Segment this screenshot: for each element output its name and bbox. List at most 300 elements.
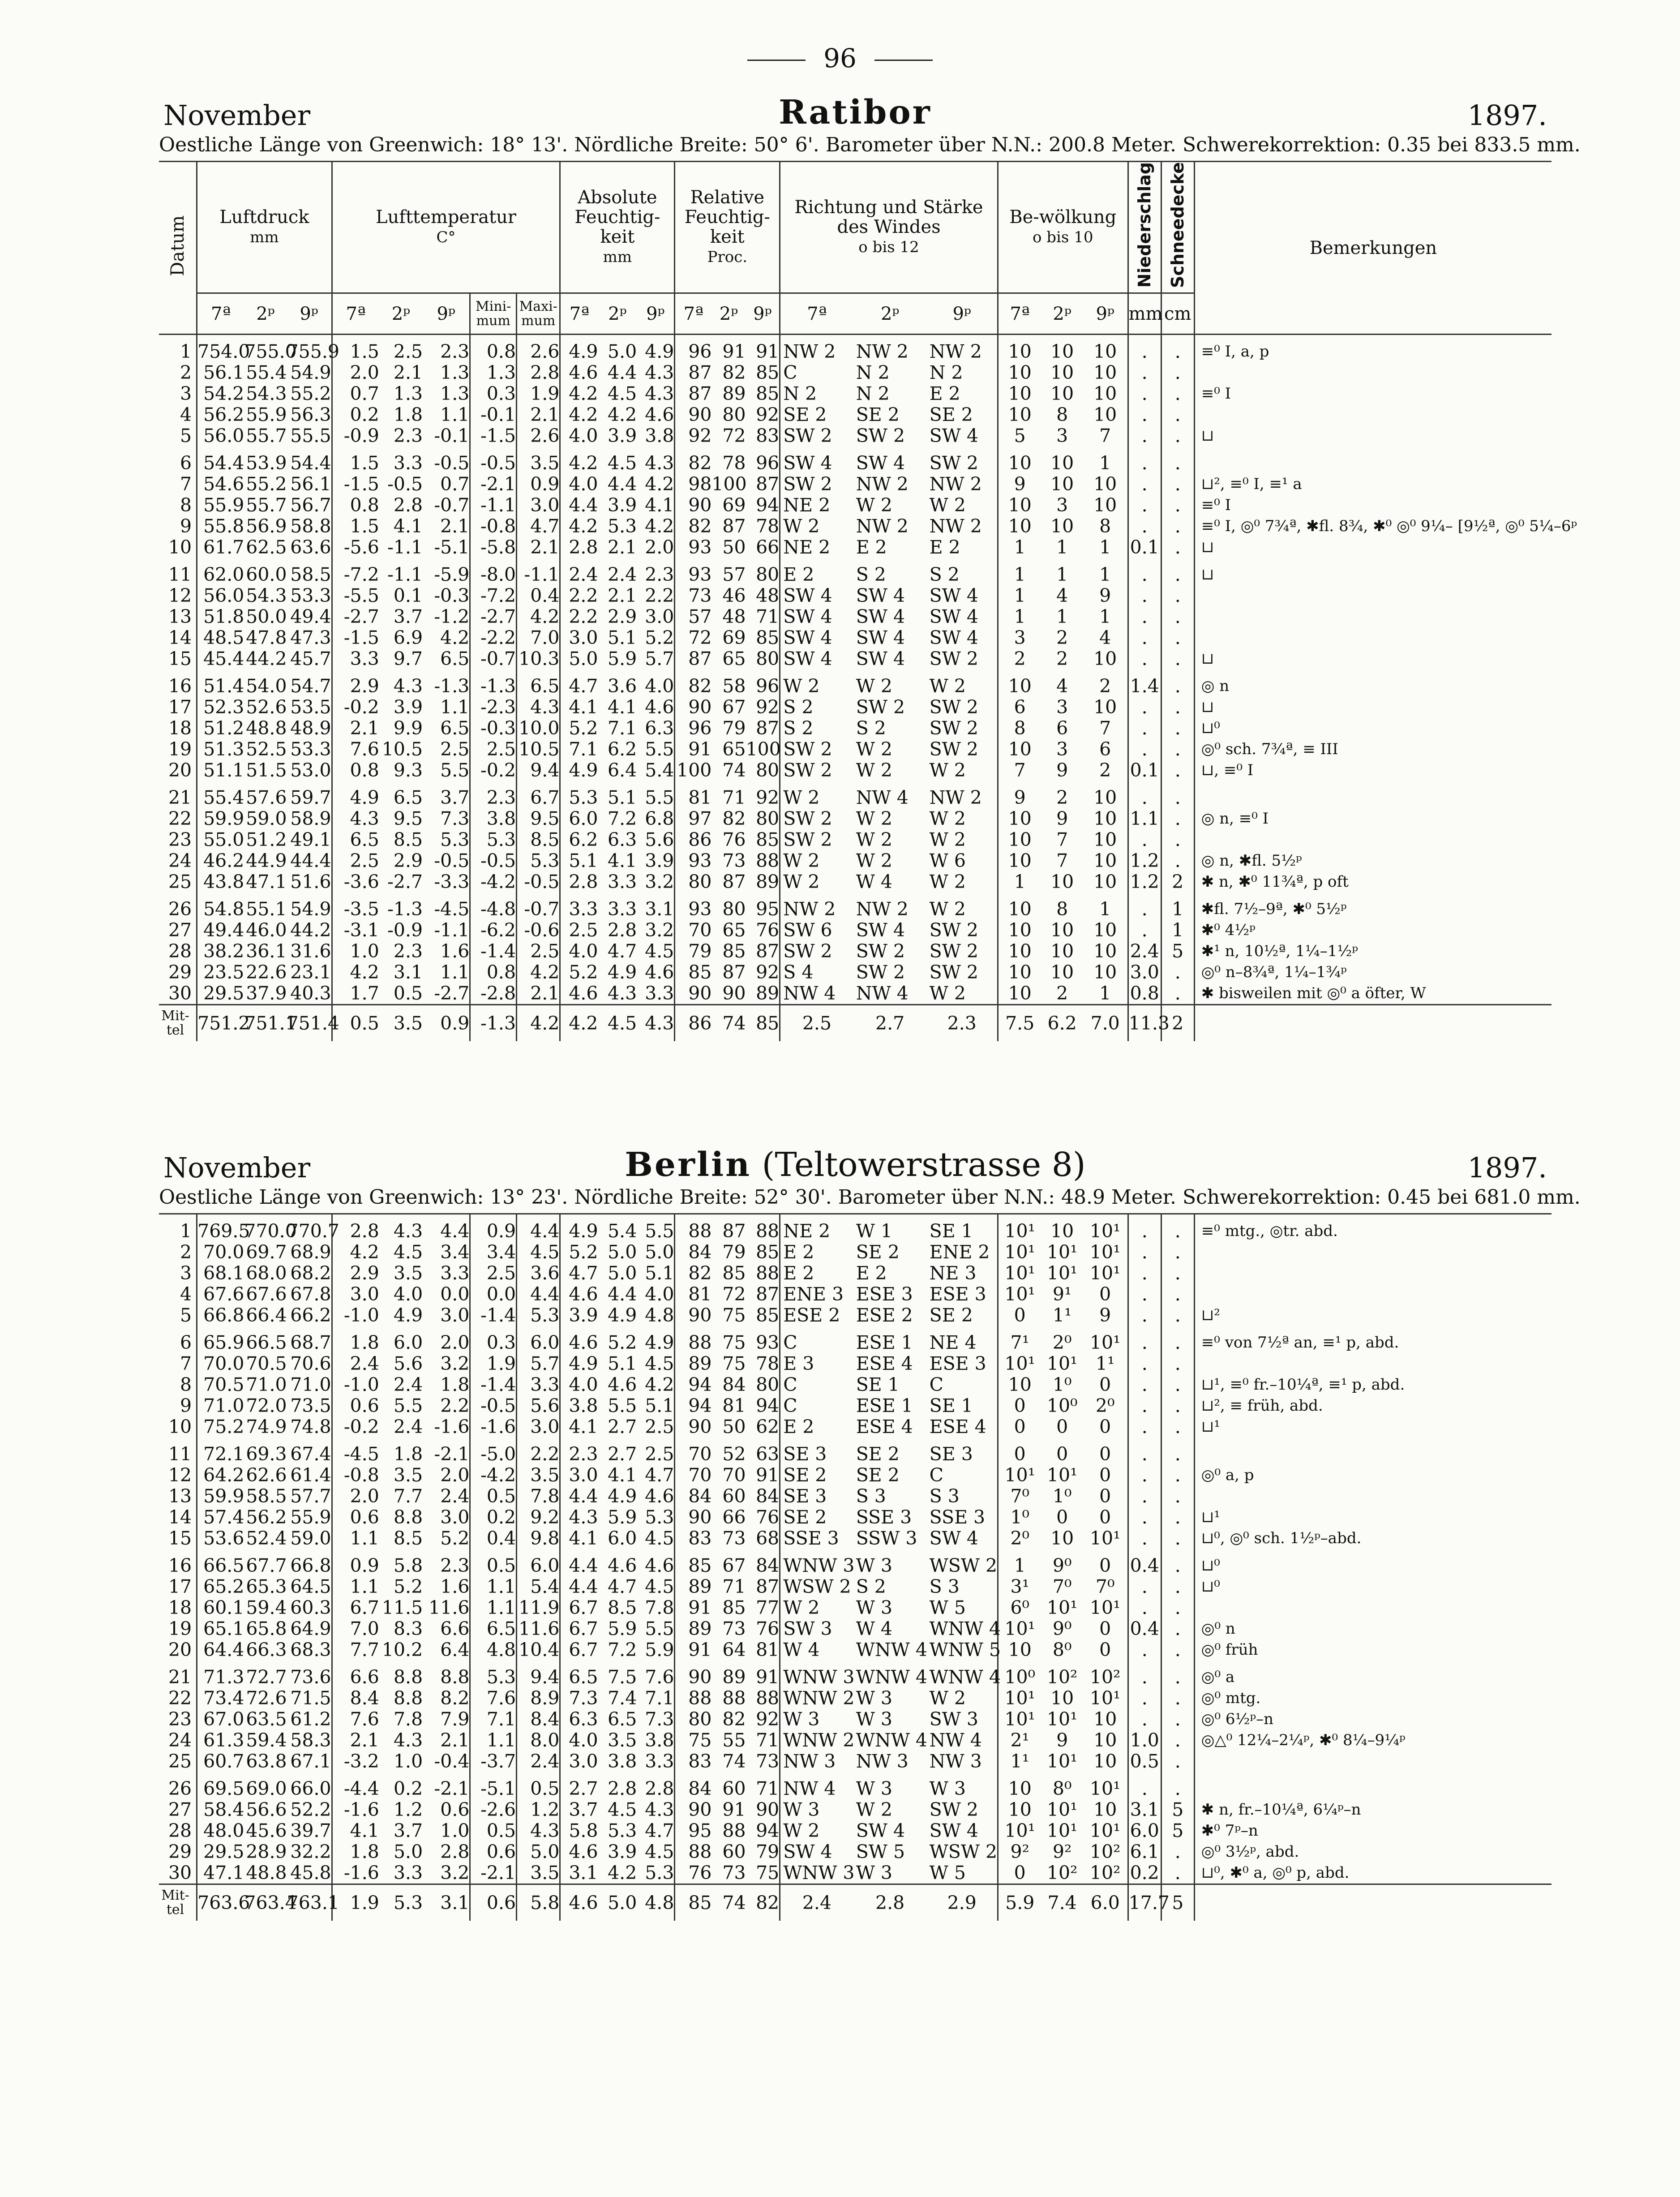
data-cell: 4.0 [560,474,598,495]
data-cell: 0.8 [470,341,517,362]
group-gap [1041,1437,1083,1444]
data-cell: ESE 2 [780,1305,853,1326]
data-cell: WNW 4 [856,1729,927,1751]
data-cell: 5.4 [608,1220,637,1242]
data-cell: 10¹ [1046,1241,1078,1263]
data-cell: 8 [1056,404,1068,426]
data-cell: 2.4 [608,564,637,586]
data-cell: 4.9 [560,341,598,362]
col-wind-t2: 2ᵖ [853,293,927,335]
day-cell: 2 [180,362,192,384]
data-cell: -5.1 [434,536,470,558]
data-cell: . [1128,1374,1161,1395]
remarks-cell [1194,404,1551,425]
data-cell: 63 [756,1443,780,1465]
data-cell: 10 [998,829,1041,850]
remarks-cell: ⊔⁰ [1194,718,1551,739]
group-gap [287,1326,332,1332]
data-cell: 2.5 [470,1263,517,1284]
data-cell: 4.8 [645,1304,674,1326]
data-cell: SW 2 [856,696,905,718]
data-cell: 6.3 [608,829,637,851]
table-row [159,474,1551,495]
group-gap [1194,893,1551,899]
data-cell: -3.6 [332,871,379,893]
data-cell: 70.0 [197,1353,244,1374]
data-cell: 6.7 [517,787,560,808]
data-cell: 1.6 [440,1576,470,1597]
remarks-cell [1194,606,1551,627]
data-cell: 91 [675,739,712,760]
remarks-cell: ≡⁰ I, ◎⁰ 7¾ª, ✱fl. 8¾, ✱⁰ ◎⁰ 9¼– [9½ª, ◎⁰ 5¼–6ᵖ [1194,516,1551,537]
data-cell: 0 [1099,1464,1111,1486]
data-cell: 5.2 [440,1528,470,1549]
data-cell: 10¹ [998,1353,1041,1374]
data-cell: 58.8 [290,515,331,537]
group-gap [379,1661,423,1667]
remarks-cell: ✱⁰ 4½ᵖ [1194,920,1551,941]
group-gap [423,1661,470,1667]
data-cell: . [1161,1416,1194,1437]
data-cell: 6.7 [560,1639,598,1661]
data-cell: 2.1 [393,362,423,384]
data-cell: -0.3 [470,718,517,739]
group-gap [244,1214,287,1221]
group-gap [1128,781,1161,787]
data-cell: . [1128,920,1161,941]
data-cell: 85 [756,1304,780,1326]
group-gap [927,669,998,676]
data-cell: 87 [756,473,780,495]
group-gap [244,1437,287,1444]
data-cell: 3.0 [560,1465,598,1486]
group-gap [780,1326,853,1332]
data-cell: -0.7 [470,648,517,669]
data-cell: -4.5 [434,898,470,920]
group-gap [746,335,780,342]
data-cell: 90 [675,1416,712,1437]
data-cell: 44.4 [290,850,331,872]
data-cell: 5.0 [560,648,598,669]
data-cell: 4.7 [560,1263,598,1284]
data-cell: W 2 [780,676,853,697]
data-cell: ESE 4 [856,1353,913,1374]
data-cell: 65.9 [197,1332,244,1353]
data-cell: 4.7 [608,940,637,962]
data-cell: 4.3 [560,1507,598,1528]
table-row [159,739,1551,760]
data-cell: SW 4 [856,648,905,670]
data-cell: 58.9 [290,808,331,830]
data-cell: 4.2 [560,516,598,537]
mean-cell: 4.6 [560,1884,598,1921]
data-cell: 2 [998,648,1041,669]
data-cell: . [1128,1465,1161,1486]
data-cell: . [1128,1507,1161,1528]
group-gap [423,558,470,564]
data-cell: SE 2 [780,404,853,425]
data-cell: 4.3 [645,362,674,384]
data-cell: 3.1 [645,898,674,920]
data-cell: . [1161,1597,1194,1618]
table-row [159,760,1551,781]
day-cell: 11 [168,1443,192,1465]
data-cell: 60 [722,1841,746,1862]
data-cell: . [1161,516,1194,537]
data-cell: . [1161,1528,1194,1549]
group-gap [675,558,712,564]
data-cell: 6.5 [560,1667,598,1688]
group-gap [1161,1326,1194,1332]
remarks-cell: ✱¹ n, 10½ª, 1¼–1½ᵖ [1194,941,1551,962]
data-cell: 0.6 [332,1507,379,1528]
data-cell: 0.2 [332,404,379,425]
remarks-cell [1194,585,1551,606]
data-cell: 67.8 [290,1283,331,1305]
data-cell: 5.5 [645,1618,674,1639]
col-absolute-feuchtigkeit-unit: mm [603,248,632,266]
table-row [159,627,1551,648]
data-cell: 10² [1089,1666,1121,1688]
data-cell: 8.3 [393,1618,423,1639]
data-cell: 9.9 [393,717,423,739]
data-cell: 5.2 [393,1576,423,1597]
table-row [159,676,1551,697]
data-cell: SE 2 [780,1507,853,1528]
col-abs-t7: 7ª [560,293,598,335]
group-gap [998,1326,1041,1332]
data-cell: 6.0 [560,808,598,829]
data-cell: 80 [756,648,780,670]
data-cell: 10¹ [998,1242,1041,1263]
group-gap [517,446,560,453]
col-temp-t2: 2ᵖ [379,293,423,335]
data-cell: 91 [756,341,780,363]
data-cell: 69.5 [197,1778,244,1799]
data-cell: 4.2 [608,1862,637,1884]
col-absolute-feuchtigkeit [560,162,675,293]
mean-cell: -1.3 [470,1005,517,1042]
group-gap [287,669,332,676]
data-cell: -8.0 [470,564,517,585]
data-cell: . [1161,1444,1194,1465]
data-cell: 68.3 [290,1639,331,1661]
data-cell: ENE 2 [929,1241,990,1263]
group-gap [1161,1214,1194,1221]
data-cell: 4.2 [560,404,598,425]
table-row [159,362,1551,383]
data-cell: 1.1 [332,1528,379,1549]
data-cell: 90 [675,1667,712,1688]
group-gap [998,893,1041,899]
data-cell: 66.5 [246,1332,287,1353]
data-cell: W 3 [856,1778,892,1799]
data-cell: 86 [675,829,712,850]
data-cell: 7.7 [393,1485,423,1507]
group-gap [927,1326,998,1332]
data-cell: -2.2 [470,627,517,648]
data-cell: W 2 [929,494,966,516]
data-cell: 10¹ [998,1263,1041,1284]
data-cell: 100 [711,473,747,495]
data-cell: 2 [1056,627,1068,649]
data-cell: 87 [756,1283,780,1305]
group-gap [287,893,332,899]
data-cell: 2⁰ [1052,1332,1072,1353]
data-cell: 1¹ [1095,1353,1115,1374]
day-cell: 18 [168,1597,192,1618]
group-gap [159,669,197,676]
data-cell: 57 [722,564,746,586]
remarks-cell: ⊔ [1194,697,1551,718]
data-cell: SW 2 [780,760,853,781]
data-cell: 62.0 [197,564,244,585]
data-cell: 0.8 [470,962,517,983]
data-cell: 10² [1089,1862,1121,1884]
data-cell: C [780,362,853,383]
table-row [159,1730,1551,1751]
data-cell: SW 4 [780,453,853,474]
data-cell: 2.1 [332,1730,379,1751]
data-cell: 7.2 [608,808,637,830]
data-cell: NW 2 [856,341,909,363]
group-gap [244,669,287,676]
data-cell: . [1161,1576,1194,1597]
data-cell: 53.6 [197,1528,244,1549]
data-cell: -0.9 [387,919,423,941]
mean-cell: 5 [1161,1884,1194,1921]
data-cell: -5.1 [470,1778,517,1799]
day-cell: 29 [168,1841,192,1862]
group-gap [711,1326,746,1332]
data-cell: 6.2 [608,738,637,760]
data-cell: 3.8 [645,425,674,447]
data-cell: 0 [1099,1416,1111,1437]
data-cell: 4.3 [393,1729,423,1751]
data-cell: 73 [722,1528,746,1549]
data-cell: 4.2 [645,473,674,495]
data-cell: 32.2 [290,1841,331,1862]
data-cell: SE 2 [929,404,973,426]
data-cell: 56.9 [246,515,287,537]
data-cell: . [1128,1353,1161,1374]
group-gap [287,1549,332,1555]
data-cell: 79 [722,1241,746,1263]
group-gap [998,1549,1041,1555]
day-cell: 20 [168,1639,192,1661]
data-cell: 770.0 [244,1220,297,1242]
data-cell: 10 [1093,341,1117,363]
data-cell: 2.5 [645,1443,674,1465]
data-cell: 10 [1093,961,1117,983]
data-cell: -4.5 [332,1444,379,1465]
data-cell: 8.5 [517,829,560,850]
group-gap [637,1214,675,1221]
data-cell: 90 [675,1305,712,1326]
data-cell: 1¹ [1052,1304,1072,1326]
group-gap [675,1437,712,1444]
data-cell: 3.7 [440,787,470,809]
data-cell: 47.3 [290,627,331,649]
data-cell: 87 [722,1220,746,1242]
group-gap [244,335,287,342]
group-gap [1194,558,1551,564]
group-gap [598,1661,637,1667]
data-cell: 7.7 [332,1639,379,1661]
group-gap [927,1772,998,1778]
group-gap [927,558,998,564]
group-gap [637,1549,675,1555]
data-cell: 51.2 [246,829,287,851]
data-cell: 44.2 [246,648,287,670]
data-cell: 5.3 [440,829,470,851]
data-cell: 46.2 [197,850,244,871]
remarks-cell: ⊔², ≡⁰ I, ≡¹ a [1194,474,1551,495]
day-cell: 21 [168,787,192,809]
day-cell: 12 [168,585,192,607]
data-cell: . [1128,516,1161,537]
data-cell: SE 1 [929,1395,973,1416]
data-cell: 8 [1056,898,1068,920]
remarks-cell: ≡⁰ I [1194,383,1551,404]
data-cell: 74 [722,760,746,781]
group-gap [1083,893,1128,899]
data-cell: 3.5 [517,1465,560,1486]
data-cell: 9.2 [517,1507,560,1528]
data-cell: 75 [675,1730,712,1751]
data-cell: 67 [722,1555,746,1576]
data-cell: 80 [756,808,780,830]
group-gap [379,1437,423,1444]
data-cell: 70.5 [197,1374,244,1395]
group-gap [598,669,637,676]
data-cell: 6.5 [608,1708,637,1730]
data-cell: 3.0 [332,1284,379,1305]
data-cell: 10¹ [998,1221,1041,1242]
data-cell: SW 2 [780,808,853,829]
data-cell: 94 [675,1395,712,1416]
data-cell: 3.8 [608,1751,637,1772]
data-cell: 7.5 [608,1666,637,1688]
group-gap [470,1214,517,1221]
data-cell: 7.6 [470,1688,517,1709]
data-cell: 3.0 [517,1416,560,1437]
group-gap [423,1437,470,1444]
data-cell: 8.5 [393,829,423,851]
group-gap [780,893,853,899]
data-cell: 65.8 [246,1618,287,1639]
col-abs-t2: 2ᵖ [598,293,637,335]
data-cell: 48.8 [246,717,287,739]
data-cell: 5 [998,425,1041,446]
data-cell: 4.2 [608,404,637,426]
day-cell: 3 [180,1262,192,1284]
mean-cell: 74 [711,1005,746,1042]
data-cell: 2.3 [393,425,423,447]
data-cell: 90 [675,1799,712,1820]
data-cell: 0.5 [517,1778,560,1799]
data-cell: . [1161,1730,1194,1751]
group-gap [197,335,244,342]
data-cell: . [1161,474,1194,495]
data-cell: 1.6 [440,940,470,962]
data-cell: 87 [722,515,746,537]
group-gap [332,1661,379,1667]
group-gap [675,1326,712,1332]
data-cell: 0.6 [332,1395,379,1416]
data-cell: 70.0 [197,1242,244,1263]
data-cell: 55.2 [290,383,331,405]
data-cell: 45.7 [290,648,331,670]
data-cell: 4.1 [560,1528,598,1549]
data-cell: 88 [675,1841,712,1862]
data-cell: 89 [756,983,780,1004]
data-cell: 79 [675,941,712,962]
group-gap [332,1549,379,1555]
data-cell: SW 4 [929,585,978,607]
data-cell: 7 [998,760,1041,781]
data-cell: 10 [1093,1799,1117,1820]
data-cell: 85 [756,1241,780,1263]
group-gap [1194,335,1551,342]
data-cell: 92 [756,787,780,809]
data-cell: 88 [756,1220,780,1242]
group-gap [244,1549,287,1555]
data-cell: 10¹ [1089,1262,1121,1284]
mean-cell: 6.0 [1083,1884,1128,1921]
data-cell: 6⁰ [998,1597,1041,1618]
data-cell: 4.6 [560,1841,598,1862]
data-cell: 44.9 [246,850,287,872]
group-gap [637,1772,675,1778]
data-cell: 45.4 [197,648,244,669]
data-cell: 3.3 [393,452,423,474]
data-cell: ESE 3 [856,1283,913,1305]
data-cell: 3.7 [393,606,423,628]
data-cell: W 2 [856,738,892,760]
data-cell: . [1128,1778,1161,1799]
data-cell: 4.5 [645,1528,674,1549]
data-cell: . [1161,1555,1194,1576]
group-gap [287,1214,332,1221]
data-cell: -0.5 [387,473,423,495]
mean-cell: 751.4 [287,1005,332,1042]
group-gap [637,1326,675,1332]
data-cell: 5.3 [560,787,598,808]
data-cell: 80 [756,760,780,781]
data-cell: 2.9 [393,850,423,872]
data-cell: 55 [722,1729,746,1751]
data-cell: 1.3 [393,383,423,405]
data-cell: 3.2 [440,1862,470,1884]
data-cell: 2.1 [608,536,637,558]
data-cell: 91 [722,341,746,363]
data-cell: 5 [1161,1820,1194,1841]
data-cell: 10 [1093,473,1117,495]
data-cell: 5.3 [608,1820,637,1841]
data-cell: . [1161,1305,1194,1326]
data-cell: 40.3 [290,983,331,1004]
data-cell: 0.4 [1128,1555,1161,1576]
data-cell: 29.5 [197,983,244,1005]
data-cell: SW 3 [929,1708,978,1730]
group-gap [853,1437,927,1444]
group-gap [197,1772,244,1778]
remarks-cell [1194,829,1551,850]
data-cell: 0 [1099,1374,1111,1395]
data-cell: E 2 [780,1263,853,1284]
data-cell: 74.8 [290,1416,331,1437]
